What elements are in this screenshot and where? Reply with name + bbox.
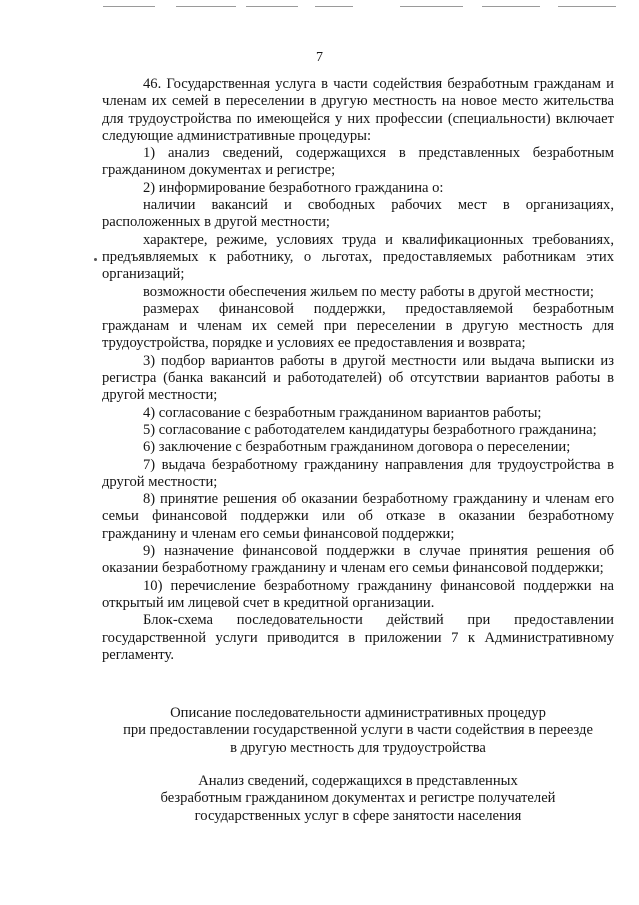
scan-edge-line <box>176 6 236 7</box>
scan-edge-line <box>482 6 540 7</box>
paragraph: 46. Государственная услуга в части содействия безработным гражданам и членам их семей в переселении в другую местность на новое место жительства для трудоустройства по имеющейся у них профессии (специальности) включает следующие административные процедуры: <box>102 76 614 144</box>
subsection-heading-line: безработным гражданином документах и регистре получателей <box>160 790 556 807</box>
body-text <box>102 76 614 664</box>
paragraph: Блок-схема последовательности действий при предоставлении государственной услуги приводится в приложении 7 к Административному регламенту. <box>102 612 614 663</box>
scan-edge-line <box>558 6 616 7</box>
paragraph: 5) согласование с работодателем кандидатуры безработного гражданина; <box>143 421 597 438</box>
section-heading-line: при предоставлении государственной услуги в части содействия в переезде <box>123 722 593 739</box>
section-heading-line: Описание последовательности административных процедур <box>170 705 546 721</box>
paragraph: 10) перечисление безработному гражданину финансовой поддержки на открытый им лицевой счет в кредитной организации. <box>102 577 614 611</box>
paragraph: 8) принятие решения об оказании безработному гражданину и членам его семьи финансовой поддержки или об отказе в оказании безработному гражданину и членам его семьи финансовой поддержки; <box>102 491 614 542</box>
paragraph: характере, режиме, условиях труда и квалификационных требованиях, предъявляемых к работнику, о льготах, предоставляемых работникам этих организаций; <box>102 231 614 283</box>
subsection-heading <box>102 773 614 825</box>
paragraph: 4) согласование с безработным гражданином вариантов работы; <box>143 404 542 421</box>
subsection-heading-line: государственных услуг в сфере занятости населения <box>194 807 522 824</box>
paragraph: 2) информирование безработного гражданина о: <box>143 179 444 196</box>
scan-edge-line <box>103 6 155 7</box>
paragraph: 6) заключение с безработным гражданином договора о переселении; <box>143 439 571 456</box>
paragraph: 3) подбор вариантов работы в другой местности или выдача выписки из регистра (банка вакансий и работодателей) об отсутствии вариантов работы в другой местности; <box>102 352 614 404</box>
section-heading-line: в другую местность для трудоустройства <box>230 739 486 756</box>
paragraph: 7) выдача безработному гражданину направления для трудоустройства в другой местности; <box>102 456 614 490</box>
scan-edge-line <box>400 6 463 7</box>
scan-edge-line <box>246 6 298 7</box>
paragraph: 1) анализ сведений, содержащихся в представленных безработным гражданином документах и регистре; <box>102 145 614 179</box>
paragraph: размерах финансовой поддержки, предоставляемой безработным гражданам и членам их семей при переселении в другую местность для трудоустройства, порядке и условиях ее предоставления и возврата; <box>102 300 614 352</box>
subsection-heading-line: Анализ сведений, содержащихся в представленных <box>198 773 518 789</box>
paragraph: возможности обеспечения жильем по месту работы в другой местности; <box>143 283 594 300</box>
scan-speck <box>94 258 97 261</box>
page-number: 7 <box>316 50 323 65</box>
paragraph: наличии вакансий и свободных рабочих мест в организациях, расположенных в другой местности; <box>102 197 614 231</box>
paragraph: 9) назначение финансовой поддержки в случае принятия решения об оказании безработному гражданину и членам его семьи финансовой поддержки; <box>102 543 614 577</box>
scan-edge-line <box>315 6 353 7</box>
section-heading <box>102 705 614 757</box>
